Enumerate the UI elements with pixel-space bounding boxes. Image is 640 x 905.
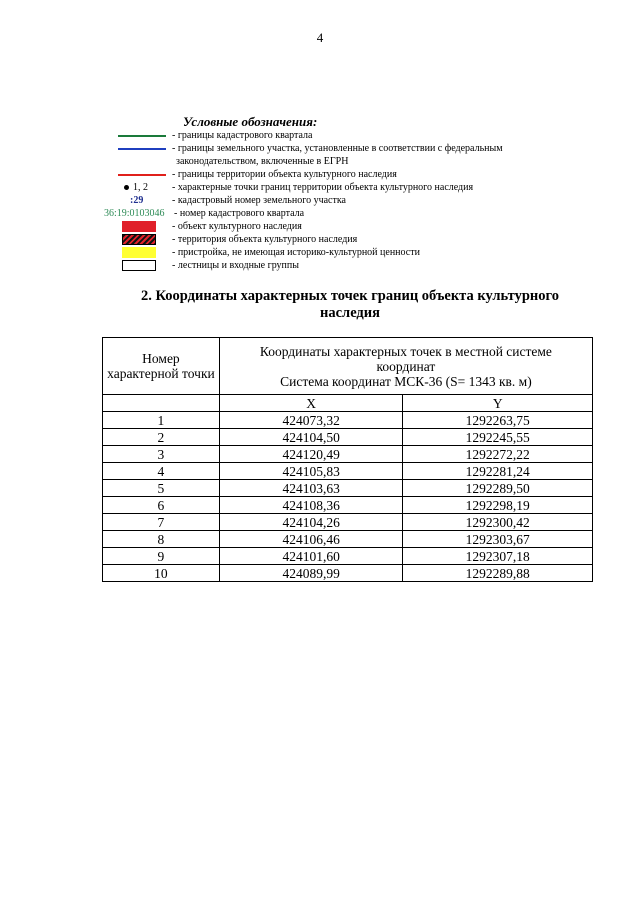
legend-text: - объект культурного наследия	[172, 221, 302, 232]
y-coordinate-cell: 1292307,18	[403, 548, 593, 565]
y-coordinate-cell: 1292263,75	[403, 412, 593, 429]
point-number-cell: 2	[103, 429, 220, 446]
x-coordinate-cell: 424073,32	[219, 412, 403, 429]
point-label: 1, 2	[133, 182, 148, 193]
axis-blank-cell	[103, 395, 220, 412]
table-row	[103, 548, 593, 565]
legend-text: - пристройка, не имеющая историко-культурной ценности	[172, 247, 420, 258]
legend-item-quarter-boundary	[100, 129, 580, 143]
legend-item-heritage-boundary	[100, 168, 580, 182]
legend-text: - кадастровый номер земельного участка	[172, 195, 346, 206]
y-coordinate-cell: 1292303,67	[403, 531, 593, 548]
legend-item-parcel-number	[100, 194, 580, 208]
legend-item-characteristic-points	[100, 181, 580, 195]
section-heading-line2: наследия	[320, 305, 380, 321]
y-coordinate-cell: 1292245,55	[403, 429, 593, 446]
x-coordinate-cell: 424101,60	[219, 548, 403, 565]
point-symbol	[124, 181, 148, 194]
page-number: 4	[316, 30, 324, 45]
header-point-number: Номер характерной точки	[103, 338, 220, 395]
header-coordinates-line3: Система координат МСК-36 (S= 1343 кв. м)	[280, 373, 532, 389]
table-row	[103, 531, 593, 548]
legend-item-continuation	[100, 155, 580, 169]
white-box-symbol	[122, 260, 156, 271]
point-number-cell: 6	[103, 497, 220, 514]
table-header-row	[103, 338, 593, 395]
x-coordinate-cell: 424105,83	[219, 463, 403, 480]
section-heading	[100, 288, 600, 322]
legend-text: - лестницы и входные группы	[172, 260, 299, 271]
legend-text: - границы территории объекта культурного наследия	[172, 169, 397, 180]
legend-item-parcel-boundary	[100, 142, 580, 156]
x-coordinate-cell: 424108,36	[219, 497, 403, 514]
yellow-fill-symbol	[122, 247, 156, 258]
x-coordinate-cell: 424089,99	[219, 565, 403, 582]
red-line-symbol	[118, 174, 166, 176]
legend-text: - границы земельного участка, установленные в соответствии с федеральным	[172, 143, 503, 154]
x-coordinate-cell: 424103,63	[219, 480, 403, 497]
legend-text: - характерные точки границ территории объекта культурного наследия	[172, 182, 474, 193]
x-coordinate-cell: 424106,46	[219, 531, 403, 548]
x-coordinate-cell: 424104,50	[219, 429, 403, 446]
y-coordinate-cell: 1292272,22	[403, 446, 593, 463]
header-coordinates	[219, 338, 592, 395]
header-coordinates-line2: координат	[376, 358, 436, 374]
point-number-cell: 7	[103, 514, 220, 531]
header-coordinates-line1: Координаты характерных точек в местной системе	[259, 343, 552, 359]
point-number-cell: 5	[103, 480, 220, 497]
table-row	[103, 497, 593, 514]
y-coordinate-cell: 1292281,24	[403, 463, 593, 480]
quarter-number-symbol: 36:19:0103046	[104, 208, 165, 219]
y-coordinate-cell: 1292289,50	[403, 480, 593, 497]
header-y: Y	[403, 395, 593, 412]
legend-item-heritage-territory	[100, 233, 580, 247]
table-row	[103, 480, 593, 497]
table-row	[103, 446, 593, 463]
red-fill-symbol	[122, 221, 156, 232]
table-row	[103, 463, 593, 480]
table-row	[103, 514, 593, 531]
parcel-number-symbol: :29	[130, 195, 144, 206]
point-number-cell: 10	[103, 565, 220, 582]
legend-text: - границы кадастрового квартала	[172, 130, 313, 141]
legend-item-heritage-object	[100, 220, 580, 234]
x-coordinate-cell: 424120,49	[219, 446, 403, 463]
green-line-symbol	[118, 135, 166, 137]
point-number-cell: 8	[103, 531, 220, 548]
hatch-symbol	[122, 234, 156, 245]
legend-text: законодательством, включенные в ЕГРН	[176, 156, 349, 167]
legend-item-stairs	[100, 259, 580, 273]
legend-text: - территория объекта культурного наследия	[172, 234, 358, 245]
blue-line-symbol	[118, 148, 166, 150]
table-row	[103, 429, 593, 446]
table-row	[103, 412, 593, 429]
dot-icon	[124, 185, 129, 190]
x-coordinate-cell: 424104,26	[219, 514, 403, 531]
legend-title: Условные обозначения:	[183, 114, 318, 129]
y-coordinate-cell: 1292300,42	[403, 514, 593, 531]
section-heading-line1: 2. Координаты характерных точек границ объекта культурного	[141, 288, 559, 304]
legend-item-quarter-number	[104, 207, 584, 221]
y-coordinate-cell: 1292298,19	[403, 497, 593, 514]
legend-item-extension	[100, 246, 580, 260]
table-axis-row	[103, 395, 593, 412]
y-coordinate-cell: 1292289,88	[403, 565, 593, 582]
point-number-cell: 9	[103, 548, 220, 565]
point-number-cell: 1	[103, 412, 220, 429]
header-x: X	[219, 395, 403, 412]
coordinates-table	[102, 337, 593, 582]
legend-text: - номер кадастрового квартала	[174, 208, 305, 219]
table-row	[103, 565, 593, 582]
point-number-cell: 4	[103, 463, 220, 480]
point-number-cell: 3	[103, 446, 220, 463]
